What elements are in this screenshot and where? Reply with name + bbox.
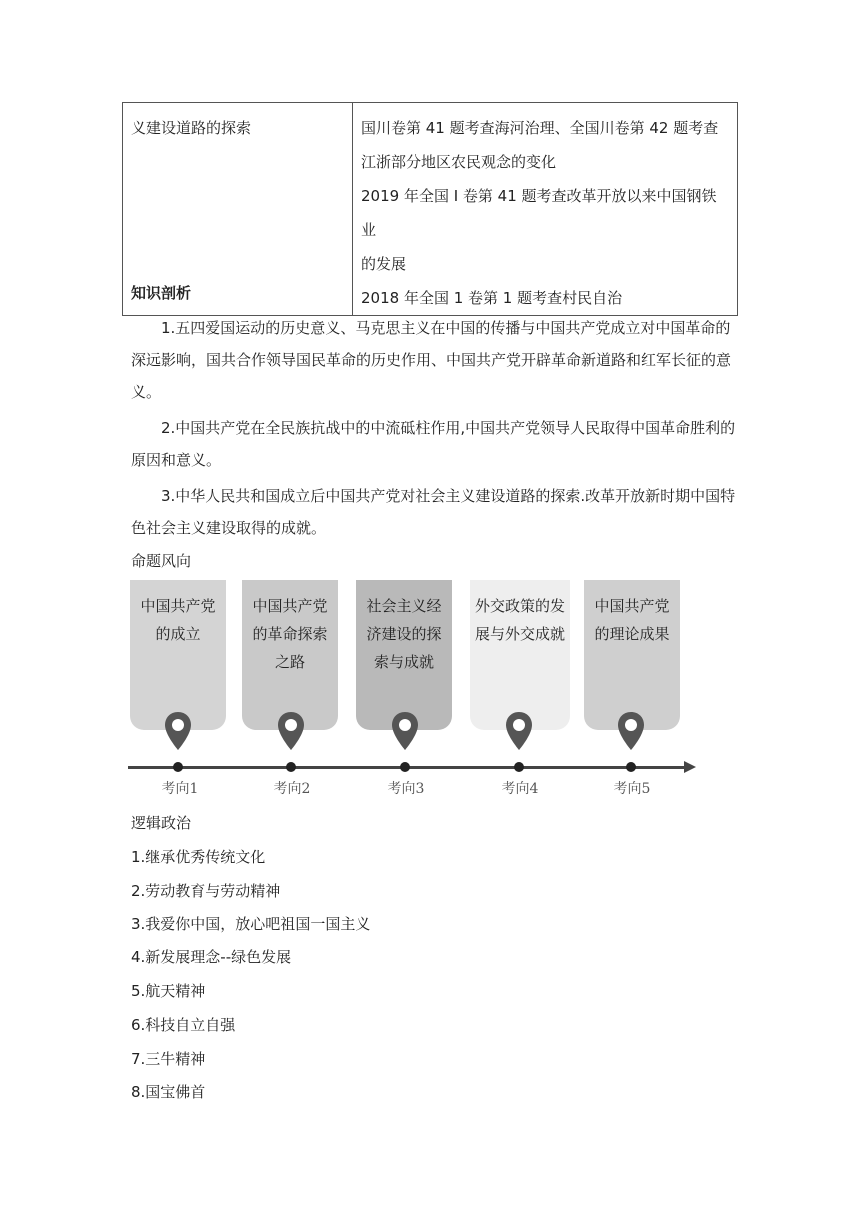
trend-card-2 (242, 580, 338, 730)
card-line: 的成立 (155, 625, 201, 643)
card-line: 展与外交成就 (474, 625, 565, 643)
trend-card-4 (470, 580, 570, 730)
step-label-4: 考向4 (501, 781, 539, 797)
timeline-dot (173, 762, 183, 772)
card-line: 中国共产党 (594, 597, 670, 615)
map-pin-icon (163, 710, 193, 758)
table-row (123, 103, 738, 316)
exam-line: 江浙部分地区农民观念的变化 (361, 153, 557, 171)
table-cell-exams (353, 103, 738, 316)
trend-heading: 命题风向 (131, 552, 192, 570)
trend-timeline (128, 580, 696, 800)
card-line: 的理论成果 (594, 625, 670, 643)
list-item: 3.我爱你中国，放心吧祖国一国主义 (131, 915, 371, 933)
card-line: 中国共产党 (252, 597, 328, 615)
list-item: 5.航天精神 (131, 982, 206, 1000)
table-cell-topic: 义建设道路的探索 (123, 103, 353, 316)
list-item: 1.继承优秀传统文化 (131, 848, 266, 866)
card-line: 社会主义经 (366, 597, 442, 615)
arrow-right-icon (684, 761, 696, 773)
exam-table (122, 102, 738, 316)
card-line: 中国共产党 (140, 597, 216, 615)
list-item: 8.国宝佛首 (131, 1083, 206, 1101)
exam-line: 2019 年全国 I 卷第 41 题考查改革开放以来中国钢铁业 (361, 187, 717, 239)
card-line: 外交政策的发 (474, 597, 565, 615)
timeline-dot (286, 762, 296, 772)
map-pin-icon (616, 710, 646, 758)
list-item: 4.新发展理念--绿色发展 (131, 948, 292, 966)
card-line: 索与成就 (373, 653, 434, 671)
card-line: 之路 (274, 653, 305, 671)
step-label-2: 考向2 (273, 781, 311, 797)
knowledge-paragraph-1: 1.五四爱国运动的历史意义、马克思主义在中国的传播与中国共产党成立对中国革命的深远影响，国共合作领导国民革命的历史作用、中国共产党开辟革命新道路和红军长征的意义。 (131, 319, 732, 401)
knowledge-paragraph-3: 3.中华人民共和国成立后中国共产党对社会主义建设道路的探索.改革开放新时期中国特色社会主义建设取得的成就。 (131, 487, 736, 537)
step-label-5: 考向5 (613, 781, 651, 797)
card-line: 济建设的探 (366, 625, 442, 643)
list-item: 6.科技自立自强 (131, 1016, 236, 1034)
step-label-1: 考向1 (161, 781, 199, 797)
map-pin-icon (276, 710, 306, 758)
trend-card-3 (356, 580, 452, 730)
trend-card-1 (130, 580, 226, 730)
exam-line: 国川卷第 41 题考查海河治理、全国川卷第 42 题考查 (361, 119, 719, 137)
trend-card-5 (584, 580, 680, 730)
timeline-dot (400, 762, 410, 772)
step-label-3: 考向3 (387, 781, 425, 797)
map-pin-icon (390, 710, 420, 758)
knowledge-paragraph-2: 2.中国共产党在全民族抗战中的中流砥柱作用,中国共产党领导人民取得中国革命胜利的原因和意义。 (131, 419, 736, 469)
list-item: 7.三牛精神 (131, 1050, 206, 1068)
map-pin-icon (504, 710, 534, 758)
timeline-dot (626, 762, 636, 772)
logic-heading: 逻辑政治 (131, 814, 192, 832)
exam-line: 2018 年全国 1 卷第 1 题考查村民自治 (361, 289, 623, 307)
card-line: 的革命探索 (252, 625, 328, 643)
knowledge-heading: 知识剖析 (131, 284, 192, 302)
list-item: 2.劳动教育与劳动精神 (131, 882, 281, 900)
exam-line: 的发展 (361, 255, 407, 273)
timeline-dot (514, 762, 524, 772)
